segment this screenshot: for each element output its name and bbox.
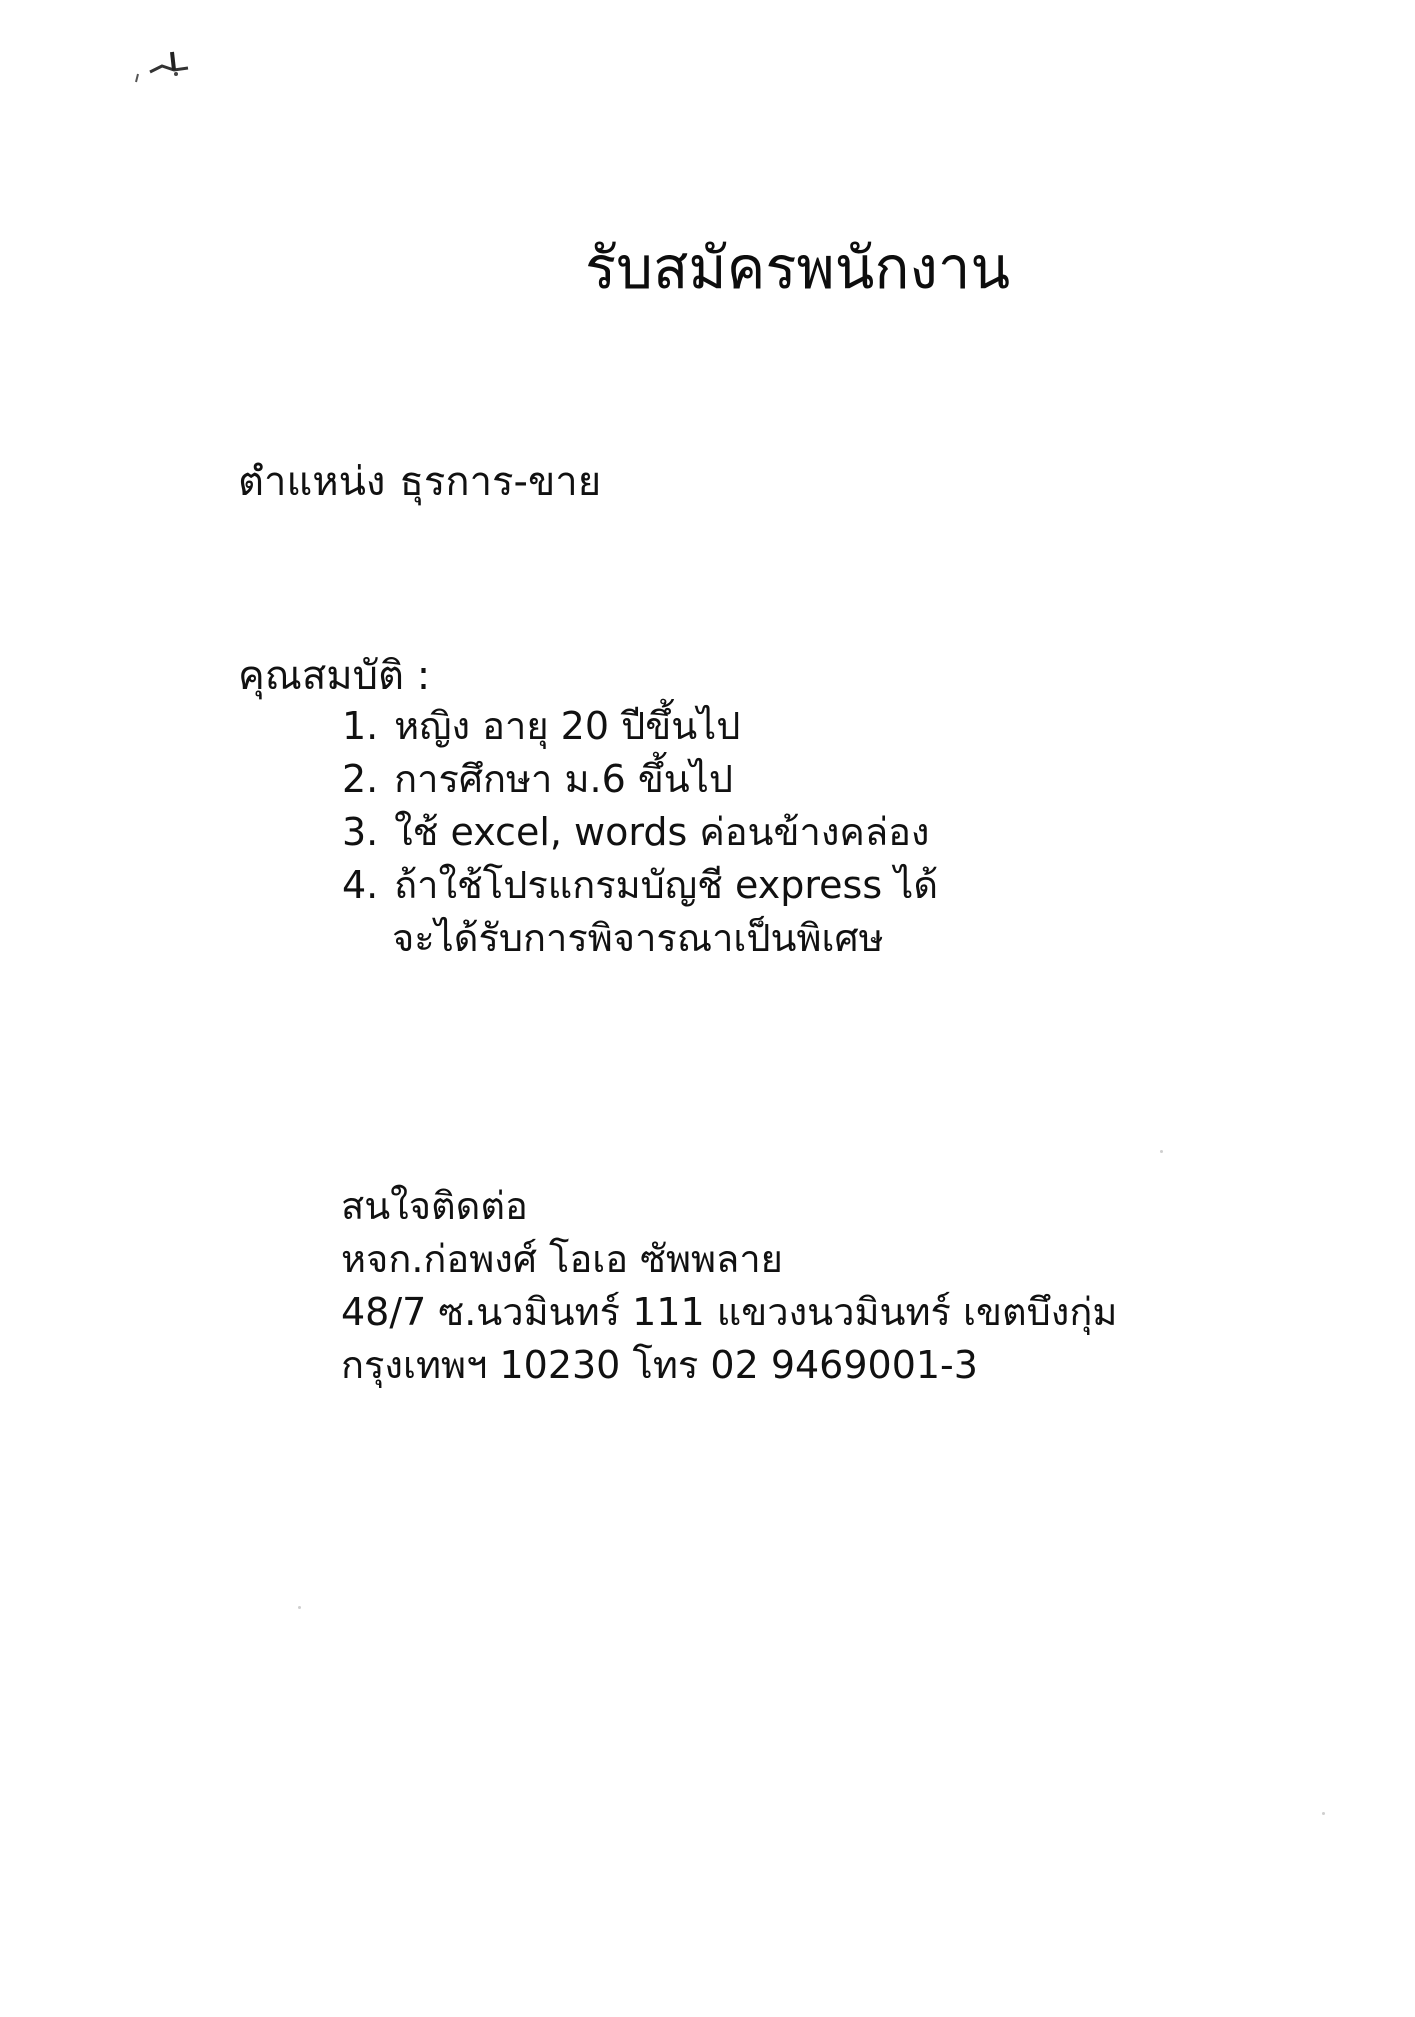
list-item-text: หญิง อายุ 20 ปีขึ้นไป (394, 704, 741, 748)
address-line-1: 48/7 ซ.นวมินทร์ 111 แขวงนวมินทร์ เขตบึงกุ่ม (341, 1290, 1118, 1334)
contact-heading: สนใจติดต่อ (341, 1184, 528, 1228)
list-item-number: 4. (342, 863, 379, 907)
contact-block (341, 1180, 1117, 1392)
scan-speck (298, 1606, 301, 1609)
list-item-text: การศึกษา ม.6 ขึ้นไป (394, 757, 734, 801)
list-item-number: 3. (342, 810, 379, 854)
list-item (342, 806, 938, 859)
scan-speck (1322, 1812, 1325, 1815)
address-line-2: กรุงเทพฯ 10230 โทร 02 9469001-3 (341, 1343, 978, 1387)
qualifications-heading: คุณสมบัติ : (238, 653, 431, 699)
page-title: รับสมัครพนักงาน (585, 234, 1011, 302)
list-item-text: ใช้ excel, words ค่อนข้างคล่อง (394, 810, 930, 854)
company-name: หจก.ก่อพงศ์ โอเอ ซัพพลาย (341, 1237, 783, 1281)
scan-speck (1160, 1150, 1163, 1153)
list-item (342, 753, 938, 806)
list-item (342, 700, 938, 753)
qualifications-list (342, 700, 938, 965)
list-item-number: 1. (342, 704, 379, 748)
position-value: ธุรการ-ขาย (399, 459, 602, 505)
list-item-text: ถ้าใช้โปรแกรมบัญชี express ได้ (394, 863, 939, 907)
position-label: ตำแหน่ง (238, 459, 386, 505)
list-item (342, 859, 938, 965)
list-item-number: 2. (342, 757, 379, 801)
list-item-continuation: จะได้รับการพิจารณาเป็นพิเศษ (392, 916, 884, 960)
job-position (238, 452, 601, 512)
scan-mark-icon (128, 48, 198, 88)
